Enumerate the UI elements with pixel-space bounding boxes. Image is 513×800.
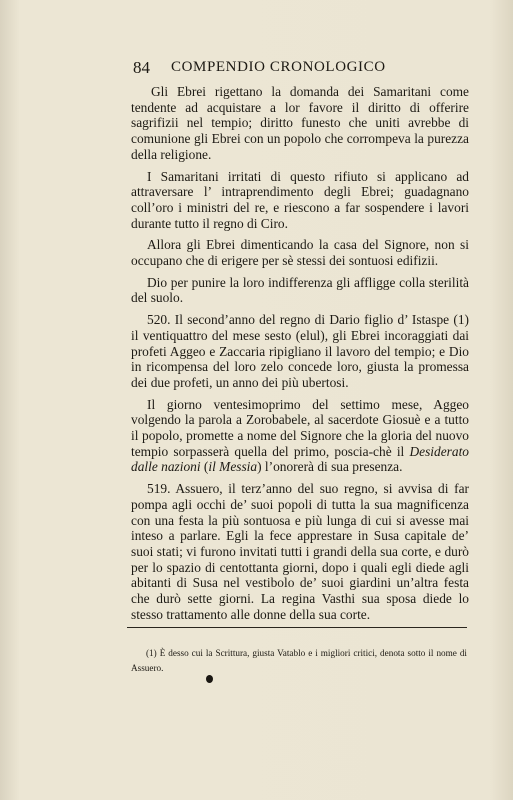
italic-messia: il Messia	[208, 459, 258, 475]
paragraph-6-text-b: (	[200, 459, 209, 475]
paragraph-1: Gli Ebrei rigettano la domanda dei Samaritani come tendente ad acquistare a lor favore il diritto di offerire sagrifizii nel tempio; diritto funesto che uniti avrebbe di comunione gli Ebrei con un popolo che corrompeva la purezza della religione.	[131, 84, 469, 162]
paragraph-6-text-c: ) l’onorerà di sua presenza.	[257, 459, 403, 475]
paragraph-7: 519. Assuero, il terz’anno del suo regno, si avvisa di far pompa agli occhi de’ suoi popoli di tutta la sua magnificenza con una festa la più sontuosa e più lunga di cui si avesse mai inteso a parlare. Egli la fece apprestare in Susa capitale de’ suoi stati; vi furono invitati tutti i grandi della sua corte, e durò per lo spazio di centottanta giorni, dopo i quali egli diede agli abitanti di Susa nel vestibolo de’ suoi giardini un’altra festa che durò sette giorni. La regina Vasthi sua sposa diede lo stesso trattamento alle donne della sua corte.	[131, 481, 469, 622]
italic-desiderato: Desiderato dalle nazioni	[131, 443, 469, 475]
footnote-divider	[127, 627, 467, 628]
footnote: (1) È desso cui la Scrittura, giusta Vatablo e i migliori critici, denota sotto il nome di Assuero.	[131, 648, 467, 673]
page-number: 84	[133, 58, 150, 77]
paragraph-6	[131, 397, 469, 476]
ink-dot	[206, 675, 213, 683]
paragraph-6-text-a: Il giorno ventesimoprimo del settimo mese, Aggeo volgendo la parola a Zorobabele, al sacerdote Giosuè e a tutto il popolo, promette a nome del Signore che la gloria del nuovo tempio sorpasserà quella del primo, poscia-chè il	[131, 396, 469, 459]
body-text	[131, 84, 469, 629]
paragraph-3: Allora gli Ebrei dimenticando la casa del Signore, non si occupano che di erigere per sè stessi dei sontuosi edifizii.	[131, 237, 469, 269]
paragraph-2: I Samaritani irritati di questo rifiuto si applicano ad attraversare l’ intraprendimento degli Ebrei; guadagnano coll’oro i ministri del re, e riescono a far sospendere i lavori durante tutto il regno di Ciro.	[131, 168, 469, 231]
paragraph-5: 520. Il second’anno del regno di Dario figlio d’ Istaspe (1) il ventiquattro del mese sesto (elul), gli Ebrei incoraggiati dai profeti Aggeo e Zaccaria ripigliano il lavoro del tempio; e Dio in ricompensa del loro zelo concede loro, giusta la promessa dei due profeti, un anno dei più ubertosi.	[131, 312, 469, 390]
page-header	[133, 58, 463, 78]
paragraph-4: Dio per punire la loro indifferenza gli affligge colla sterilità del suolo.	[131, 274, 469, 306]
running-title: COMPENDIO CRONOLOGICO	[171, 59, 386, 75]
